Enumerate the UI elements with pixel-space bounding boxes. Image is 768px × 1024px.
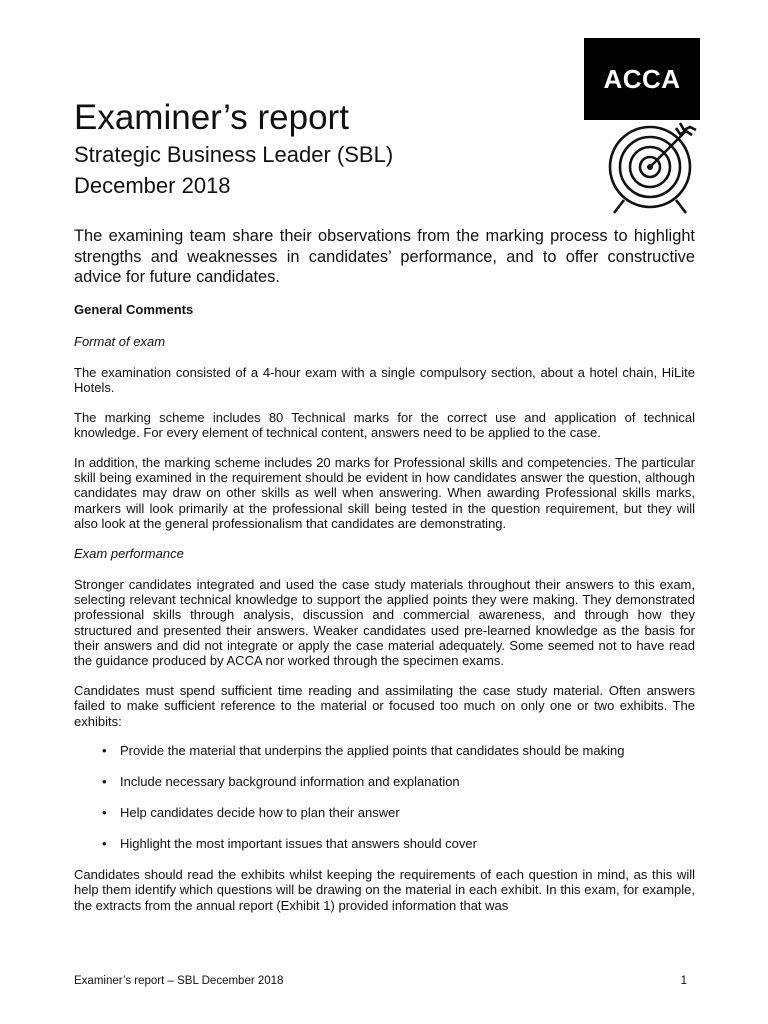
paragraph: The marking scheme includes 80 Technical marks for the correct use and application of technical knowledge. For every element of technical content, answers need to be applied to the case. [74, 409, 695, 440]
list-item [74, 805, 695, 820]
logo-text: ACCA [603, 63, 681, 94]
exam-name: Strategic Business Leader (SBL) [74, 142, 394, 167]
target-with-arrow-icon [600, 120, 710, 220]
report-body [74, 226, 695, 927]
bullet-icon: • [102, 743, 107, 759]
list-item [74, 774, 695, 789]
page-title: Examiner’s report [74, 98, 349, 137]
list-item-text: Highlight the most important issues that answers should cover [120, 836, 477, 852]
paragraph: In addition, the marking scheme includes 20 marks for Professional skills and competencies. The particular skill being examined in the requirement should be evident in how candidates answer the question, although candidates may draw on other skills as well when answering. When awarding Professional skills marks, markers will look primarily at the professional skill being tested in the question requirement, but they will also look at the general professionalism that candidates are demonstrating. [74, 454, 695, 531]
exam-performance-heading: Exam performance [74, 545, 184, 561]
paragraph: Candidates should read the exhibits whilst keeping the requirements of each question in mind, as this will help them identify which questions will be drawing on the material in each exhibit. In this exam, for example, the extracts from the annual report (Exhibit 1) provided information that was [74, 866, 695, 913]
list-item-text: Provide the material that underpins the applied points that candidates should be making [120, 743, 625, 759]
intro-paragraph: The examining team share their observations from the marking process to highlight strengths and weaknesses in candidates’ performance, and to offer constructive advice for future candidates. [74, 227, 695, 286]
page-number: 1 [680, 975, 687, 987]
list-item-text: Help candidates decide how to plan their answer [120, 805, 400, 821]
exhibits-bullet-list [74, 743, 695, 851]
list-item-text: Include necessary background information and explanation [120, 774, 460, 790]
paragraph: Candidates must spend sufficient time reading and assimilating the case study material. Often answers failed to make sufficient reference to the material or focused too much on only one or two exhibits. The exhibits: [74, 682, 695, 729]
page-footer [74, 975, 687, 987]
footer-text: Examiner’s report – SBL December 2018 [74, 975, 284, 987]
list-item [74, 743, 695, 758]
list-item [74, 836, 695, 851]
paragraph: The examination consisted of a 4-hour exam with a single compulsory section, about a hotel chain, HiLite Hotels. [74, 364, 695, 395]
exam-date: December 2018 [74, 173, 231, 198]
format-of-exam-heading: Format of exam [74, 333, 166, 349]
bullet-icon: • [102, 774, 107, 790]
bullet-icon: • [102, 805, 107, 821]
paragraph: Stronger candidates integrated and used the case study materials throughout their answers to this exam, selecting relevant technical knowledge to support the applied points they were making. They demonstrated professional skills through analysis, discussion and commercial awareness, and through how they structured and presented their answers. Weaker candidates used pre-learned knowledge as the basis for their answers and did not integrate or apply the case material adequately. Some seemed not to have read the guidance produced by ACCA nor worked through the specimen exams. [74, 576, 695, 669]
bullet-icon: • [102, 836, 107, 852]
acca-logo [584, 38, 700, 120]
general-comments-heading: General Comments [74, 301, 194, 317]
